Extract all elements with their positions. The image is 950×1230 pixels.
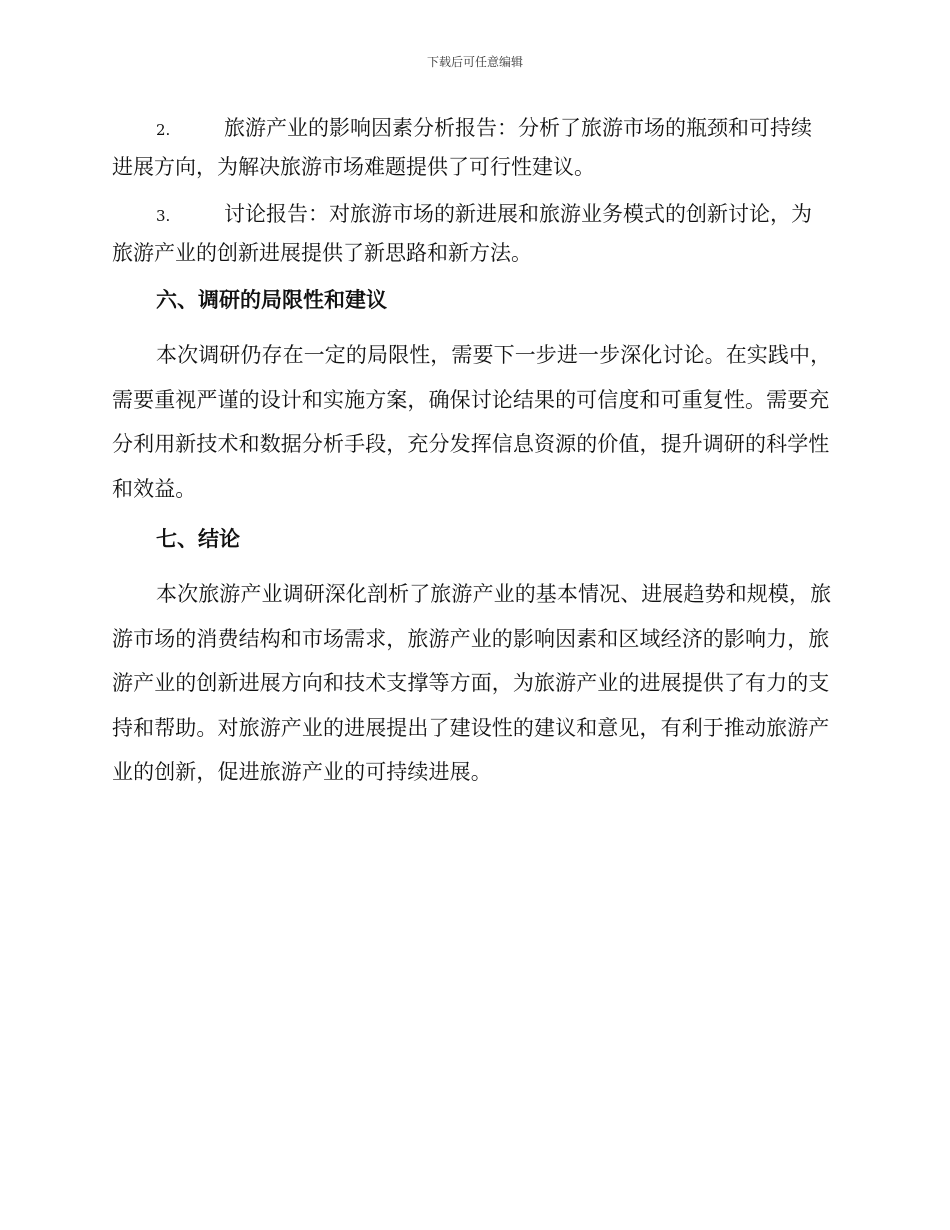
section-paragraph-conclusion: 本次旅游产业调研深化剖析了旅游产业的基本情况、进展趋势和规模，旅游市场的消费结构和市场需求，旅游产业的影响因素和区域经济的影响力，旅游产业的创新进展方向和技术支撑等方面，为旅游产业的进展提供了有力的支持和帮助。对旅游产业的进展提出了建设性的建议和意见，有利于推动旅游产业的创新，促进旅游产业的可持续进展。 <box>112 582 832 784</box>
list-item-text: 讨论报告：对旅游市场的新进展和旅游业务模式的创新讨论，为旅游产业的创新进展提供了新思路和新方法。 <box>112 202 812 265</box>
list-item-text: 旅游产业的影响因素分析报告：分析了旅游市场的瓶颈和可持续进展方向，为解决旅游市场难题提供了可行性建议。 <box>112 116 812 179</box>
list-item <box>112 196 832 272</box>
list-item-number: 2. <box>156 121 171 139</box>
section-heading-conclusion: 七、结论 <box>156 527 240 551</box>
section-paragraph-limitations: 本次调研仍存在一定的局限性，需要下一步进一步深化讨论。在实践中，需要重视严谨的设计和实施方案，确保讨论结果的可信度和可重复性。需要充分利用新技术和数据分析手段，充分发挥信息资源的价值，提升调研的科学性和效益。 <box>112 343 832 501</box>
list-item <box>112 110 832 186</box>
page-header-note: 下载后可任意编辑 <box>426 55 523 69</box>
section-heading-limitations: 六、调研的局限性和建议 <box>156 288 387 312</box>
list-item-number: 3. <box>156 207 171 225</box>
document-body <box>112 110 832 805</box>
